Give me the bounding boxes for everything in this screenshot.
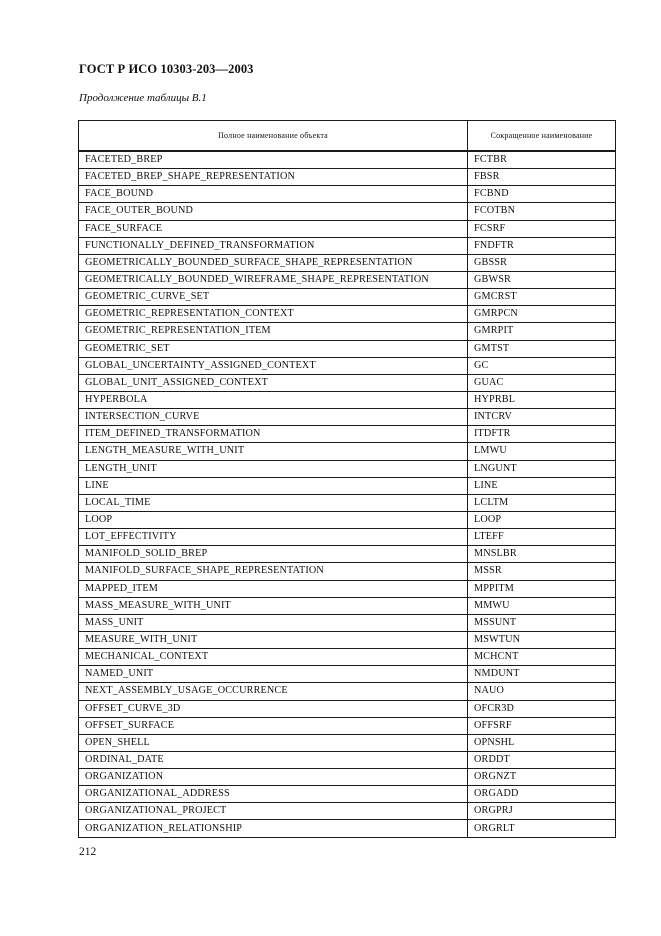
object-full-name: OFFSET_CURVE_3D bbox=[79, 700, 468, 717]
object-short-name: GMTST bbox=[468, 340, 616, 357]
table-row bbox=[79, 563, 616, 580]
table-row bbox=[79, 820, 616, 837]
object-short-name: FNDFTR bbox=[468, 237, 616, 254]
table-row bbox=[79, 734, 616, 751]
column-header-short-name: Сокращенное наименование bbox=[468, 121, 616, 152]
table-row bbox=[79, 717, 616, 734]
object-full-name: ORGANIZATION bbox=[79, 769, 468, 786]
object-full-name: FACETED_BREP_SHAPE_REPRESENTATION bbox=[79, 169, 468, 186]
object-short-name: MSSUNT bbox=[468, 614, 616, 631]
table-row bbox=[79, 477, 616, 494]
object-short-name: GBSSR bbox=[468, 254, 616, 271]
page-number: 212 bbox=[79, 846, 97, 858]
object-full-name: FACETED_BREP bbox=[79, 151, 468, 169]
object-short-name: LOOP bbox=[468, 511, 616, 528]
object-full-name: FACE_OUTER_BOUND bbox=[79, 203, 468, 220]
column-header-full-name: Полное наименование объекта bbox=[79, 121, 468, 152]
table-header-row bbox=[79, 121, 616, 152]
object-short-name: MSSR bbox=[468, 563, 616, 580]
object-short-name: FCOTBN bbox=[468, 203, 616, 220]
object-full-name: GEOMETRICALLY_BOUNDED_WIREFRAME_SHAPE_REPRESENTATION bbox=[79, 271, 468, 288]
object-short-name: ITDFTR bbox=[468, 426, 616, 443]
object-short-name: GMCRST bbox=[468, 289, 616, 306]
table-row bbox=[79, 254, 616, 271]
table-row bbox=[79, 786, 616, 803]
object-short-name: GBWSR bbox=[468, 271, 616, 288]
table-row bbox=[79, 186, 616, 203]
object-full-name: OPEN_SHELL bbox=[79, 734, 468, 751]
table-body bbox=[79, 151, 616, 837]
table-row bbox=[79, 409, 616, 426]
object-short-name: LCLTM bbox=[468, 494, 616, 511]
object-short-name: GMRPCN bbox=[468, 306, 616, 323]
object-full-name: FACE_BOUND bbox=[79, 186, 468, 203]
object-full-name: MANIFOLD_SOLID_BREP bbox=[79, 546, 468, 563]
object-full-name: NEXT_ASSEMBLY_USAGE_OCCURRENCE bbox=[79, 683, 468, 700]
table-caption: Продолжение таблицы В.1 bbox=[79, 92, 207, 104]
table-row bbox=[79, 597, 616, 614]
table-row bbox=[79, 426, 616, 443]
table-row bbox=[79, 374, 616, 391]
object-full-name: LINE bbox=[79, 477, 468, 494]
object-full-name: LOT_EFFECTIVITY bbox=[79, 529, 468, 546]
table-row bbox=[79, 700, 616, 717]
object-short-name: MCHCNT bbox=[468, 649, 616, 666]
object-short-name: FCTBR bbox=[468, 151, 616, 169]
object-full-name: LENGTH_UNIT bbox=[79, 460, 468, 477]
table-row bbox=[79, 151, 616, 169]
object-short-name: INTCRV bbox=[468, 409, 616, 426]
table-row bbox=[79, 683, 616, 700]
table-row bbox=[79, 666, 616, 683]
object-full-name: MASS_MEASURE_WITH_UNIT bbox=[79, 597, 468, 614]
table-row bbox=[79, 751, 616, 768]
object-full-name: ORGANIZATIONAL_ADDRESS bbox=[79, 786, 468, 803]
table-row bbox=[79, 546, 616, 563]
table-row bbox=[79, 769, 616, 786]
object-short-name: LMWU bbox=[468, 443, 616, 460]
table-row bbox=[79, 237, 616, 254]
object-full-name: GEOMETRIC_REPRESENTATION_CONTEXT bbox=[79, 306, 468, 323]
object-full-name: OFFSET_SURFACE bbox=[79, 717, 468, 734]
object-full-name: MECHANICAL_CONTEXT bbox=[79, 649, 468, 666]
object-full-name: FACE_SURFACE bbox=[79, 220, 468, 237]
object-short-name: OFCR3D bbox=[468, 700, 616, 717]
object-short-name: ORGRLT bbox=[468, 820, 616, 837]
object-full-name: ITEM_DEFINED_TRANSFORMATION bbox=[79, 426, 468, 443]
object-full-name: GEOMETRIC_REPRESENTATION_ITEM bbox=[79, 323, 468, 340]
object-short-name: GC bbox=[468, 357, 616, 374]
object-full-name: ORGANIZATIONAL_PROJECT bbox=[79, 803, 468, 820]
table-row bbox=[79, 220, 616, 237]
object-full-name: GEOMETRIC_SET bbox=[79, 340, 468, 357]
object-full-name: GEOMETRIC_CURVE_SET bbox=[79, 289, 468, 306]
table-row bbox=[79, 340, 616, 357]
object-full-name: INTERSECTION_CURVE bbox=[79, 409, 468, 426]
table-row bbox=[79, 511, 616, 528]
table-row bbox=[79, 803, 616, 820]
table-row bbox=[79, 289, 616, 306]
object-short-name: MPPITM bbox=[468, 580, 616, 597]
table-row bbox=[79, 460, 616, 477]
object-short-name: ORGNZT bbox=[468, 769, 616, 786]
table-row bbox=[79, 443, 616, 460]
object-short-name: ORGADD bbox=[468, 786, 616, 803]
table-row bbox=[79, 323, 616, 340]
object-full-name: ORGANIZATION_RELATIONSHIP bbox=[79, 820, 468, 837]
table-row bbox=[79, 649, 616, 666]
object-full-name: FUNCTIONALLY_DEFINED_TRANSFORMATION bbox=[79, 237, 468, 254]
object-short-name: LTEFF bbox=[468, 529, 616, 546]
object-full-name: NAMED_UNIT bbox=[79, 666, 468, 683]
object-full-name: GLOBAL_UNCERTAINTY_ASSIGNED_CONTEXT bbox=[79, 357, 468, 374]
object-short-name: OPNSHL bbox=[468, 734, 616, 751]
object-short-name: NMDUNT bbox=[468, 666, 616, 683]
object-full-name: ORDINAL_DATE bbox=[79, 751, 468, 768]
table-row bbox=[79, 169, 616, 186]
table-row bbox=[79, 529, 616, 546]
object-short-name: FCSRF bbox=[468, 220, 616, 237]
object-full-name: GLOBAL_UNIT_ASSIGNED_CONTEXT bbox=[79, 374, 468, 391]
object-full-name: MASS_UNIT bbox=[79, 614, 468, 631]
object-short-name: GMRPIT bbox=[468, 323, 616, 340]
object-short-name: LNGUNT bbox=[468, 460, 616, 477]
object-short-name: ORGPRJ bbox=[468, 803, 616, 820]
table-row bbox=[79, 391, 616, 408]
object-short-name: MNSLBR bbox=[468, 546, 616, 563]
object-short-name: FBSR bbox=[468, 169, 616, 186]
table-row bbox=[79, 203, 616, 220]
object-short-name: HYPRBL bbox=[468, 391, 616, 408]
object-full-name: MEASURE_WITH_UNIT bbox=[79, 631, 468, 648]
object-short-name: GUAC bbox=[468, 374, 616, 391]
table-row bbox=[79, 271, 616, 288]
object-full-name: MAPPED_ITEM bbox=[79, 580, 468, 597]
object-short-name: MSWTUN bbox=[468, 631, 616, 648]
table-row bbox=[79, 614, 616, 631]
object-short-name: MMWU bbox=[468, 597, 616, 614]
table-row bbox=[79, 494, 616, 511]
object-full-name: MANIFOLD_SURFACE_SHAPE_REPRESENTATION bbox=[79, 563, 468, 580]
object-full-name: GEOMETRICALLY_BOUNDED_SURFACE_SHAPE_REPRESENTATION bbox=[79, 254, 468, 271]
table-row bbox=[79, 631, 616, 648]
object-short-name: NAUO bbox=[468, 683, 616, 700]
object-full-name: HYPERBOLA bbox=[79, 391, 468, 408]
object-short-name: FCBND bbox=[468, 186, 616, 203]
table-row bbox=[79, 306, 616, 323]
object-full-name: LENGTH_MEASURE_WITH_UNIT bbox=[79, 443, 468, 460]
abbreviations-table bbox=[78, 120, 616, 838]
object-full-name: LOCAL_TIME bbox=[79, 494, 468, 511]
table-row bbox=[79, 357, 616, 374]
object-full-name: LOOP bbox=[79, 511, 468, 528]
object-short-name: OFFSRF bbox=[468, 717, 616, 734]
object-short-name: ORDDT bbox=[468, 751, 616, 768]
table-row bbox=[79, 580, 616, 597]
document-code: ГОСТ Р ИСО 10303-203—2003 bbox=[79, 62, 254, 76]
object-short-name: LINE bbox=[468, 477, 616, 494]
